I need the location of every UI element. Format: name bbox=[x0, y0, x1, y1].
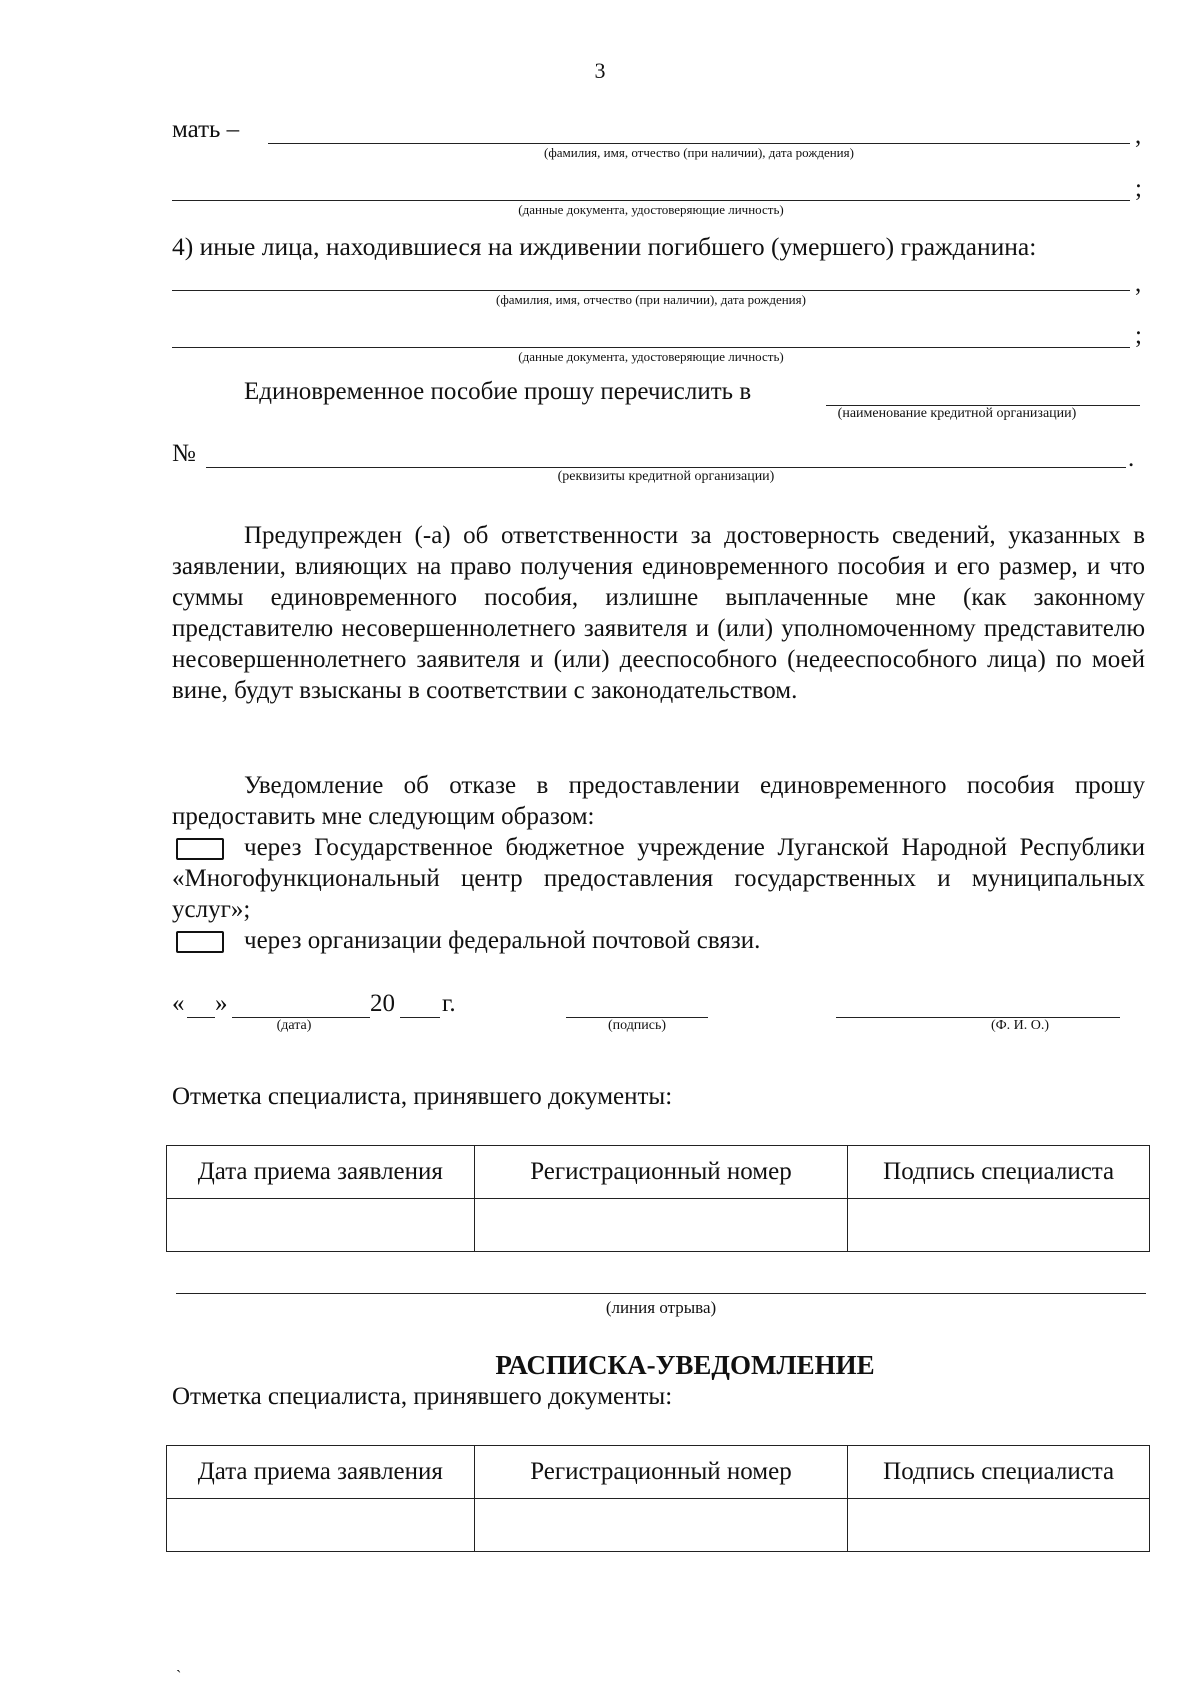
table-header-row bbox=[167, 1146, 1150, 1199]
mother-doc-line[interactable] bbox=[172, 200, 1130, 201]
signature-caption: (подпись) bbox=[607, 1018, 667, 1033]
dependent-semicolon: ; bbox=[1135, 322, 1142, 349]
bank-details-caption: (реквизиты кредитной организации) bbox=[557, 469, 775, 484]
bank-details-period: . bbox=[1128, 445, 1135, 472]
specialist-mark: Отметка специалиста, принявшего документы: bbox=[172, 1083, 673, 1110]
mother-name-line[interactable] bbox=[268, 143, 1130, 144]
header-date: Дата приема заявления bbox=[167, 1446, 475, 1499]
notification-paragraph bbox=[172, 770, 1145, 832]
header-date: Дата приема заявления bbox=[167, 1146, 475, 1199]
fio-caption: (Ф. И. О.) bbox=[990, 1018, 1050, 1033]
mother-name-caption: (фамилия, имя, отчество (при наличии), дата рождения) bbox=[544, 145, 854, 160]
cell-signature[interactable] bbox=[848, 1499, 1150, 1552]
warning-text: Предупрежден (-а) об ответственности за достоверность сведений, указанных в заявлении, влияющих на право получения единовременного пособия и его размер, и что суммы единовременного пособия, излишне выплаченные мне (как законному представителю несовершеннолетнего заявителя и (или) уполномоченному представителю несовершеннолетнего заявителя и (или) дееспособного (недееспособного лица) по моей вине, будут взысканы в соответствии с законодательством. bbox=[172, 522, 1145, 704]
table-row bbox=[167, 1199, 1150, 1252]
specialist-table bbox=[166, 1145, 1150, 1252]
dependent-name-caption: (фамилия, имя, отчество (при наличии), дата рождения) bbox=[496, 292, 806, 307]
transfer-text: Единовременное пособие прошу перечислить в bbox=[244, 378, 752, 405]
header-signature: Подпись специалиста bbox=[848, 1146, 1150, 1199]
cell-reg-number[interactable] bbox=[474, 1499, 848, 1552]
bank-name-caption: (наименование кредитной организации) bbox=[837, 406, 1077, 421]
mother-label: мать – bbox=[172, 116, 240, 143]
warning-paragraph bbox=[172, 520, 1145, 706]
date-day-line[interactable] bbox=[187, 1017, 215, 1018]
post-option-label: через организации федеральной почтовой связи. bbox=[244, 927, 761, 954]
mother-comma: , bbox=[1135, 122, 1142, 149]
date-open-quote: « bbox=[172, 990, 185, 1017]
notification-text: Уведомление об отказе в предоставлении единовременного пособия прошу предоставить мне следующим образом: bbox=[172, 772, 1145, 830]
date-close-quote: » bbox=[215, 990, 228, 1017]
tear-line bbox=[176, 1293, 1146, 1294]
mfc-option-label: через Государственное бюджетное учреждение Луганской Народной Республики «Многофункциональный центр предоставления государственных и муниципальных услуг»; bbox=[172, 834, 1145, 923]
date-year-prefix: 20 bbox=[370, 990, 395, 1017]
header-reg-number: Регистрационный номер bbox=[474, 1146, 848, 1199]
page-number: 3 bbox=[594, 58, 606, 83]
dependents-heading: 4) иные лица, находившиеся на иждивении погибшего (умершего) гражданина: bbox=[172, 232, 1037, 261]
date-year-suffix: г. bbox=[442, 990, 456, 1017]
cell-reg-number[interactable] bbox=[474, 1199, 848, 1252]
number-sign: № bbox=[172, 440, 196, 467]
tear-line-caption: (линия отрыва) bbox=[605, 1298, 717, 1317]
footer-mark: ` bbox=[176, 1668, 182, 1685]
dependent-doc-caption: (данные документа, удостоверяющие личность) bbox=[518, 349, 784, 364]
cell-date[interactable] bbox=[167, 1199, 475, 1252]
header-reg-number: Регистрационный номер bbox=[474, 1446, 848, 1499]
dependent-name-line[interactable] bbox=[172, 290, 1130, 291]
post-option-checkbox[interactable] bbox=[176, 931, 224, 953]
bank-details-line[interactable] bbox=[206, 467, 1126, 468]
dependent-doc-line[interactable] bbox=[172, 347, 1130, 348]
cell-signature[interactable] bbox=[848, 1199, 1150, 1252]
table-row bbox=[167, 1499, 1150, 1552]
mother-semicolon: ; bbox=[1135, 175, 1142, 202]
table-header-row bbox=[167, 1446, 1150, 1499]
header-signature: Подпись специалиста bbox=[848, 1446, 1150, 1499]
receipt-specialist-mark: Отметка специалиста, принявшего документы: bbox=[172, 1383, 673, 1410]
mother-doc-caption: (данные документа, удостоверяющие личность) bbox=[518, 202, 784, 217]
receipt-title: РАСПИСКА-УВЕДОМЛЕНИЕ bbox=[495, 1350, 875, 1380]
date-caption: (дата) bbox=[276, 1018, 312, 1033]
cell-date[interactable] bbox=[167, 1499, 475, 1552]
date-year-line[interactable] bbox=[400, 1017, 440, 1018]
receipt-table bbox=[166, 1445, 1150, 1552]
dependent-comma: , bbox=[1135, 270, 1142, 297]
